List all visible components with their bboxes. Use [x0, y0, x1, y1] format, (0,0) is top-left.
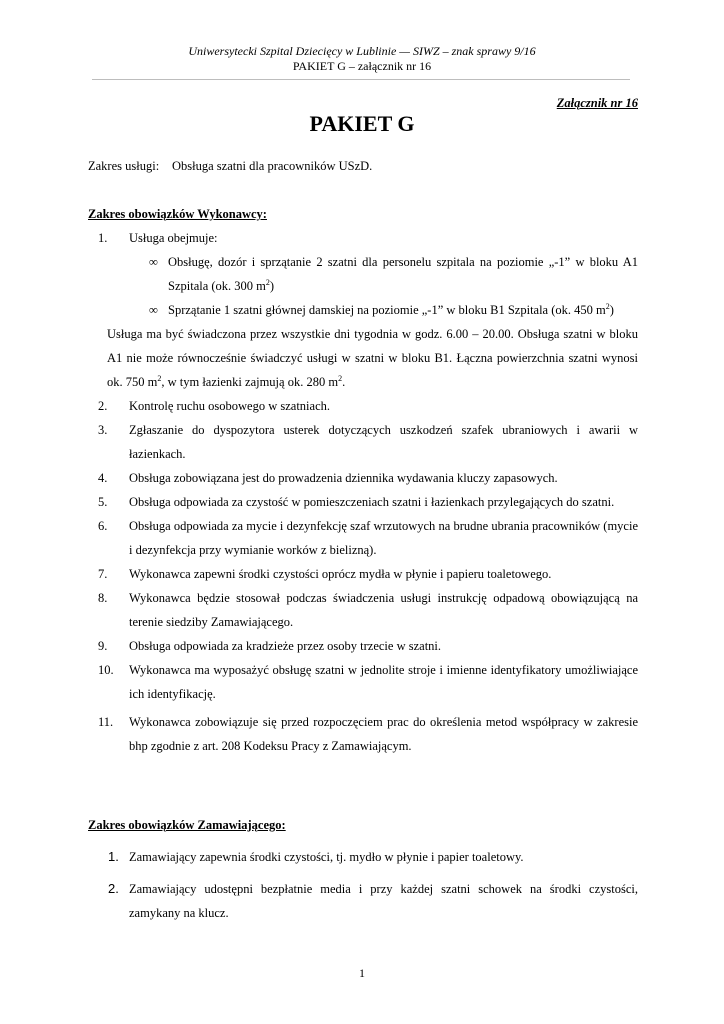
item-number: 1. [108, 849, 119, 864]
item-text: Wykonawca będzie stosował podczas świadczenia usługi instrukcję odpadową obowiązującą na terenie siedziby Zamawiającego. [129, 591, 638, 629]
superscript: 2 [338, 373, 343, 383]
list-item [88, 877, 638, 925]
bullet-text: Sprzątanie 1 szatni głównej damskiej na poziomie „-1” w bloku B1 Szpitala (ok. 450 m [168, 303, 606, 317]
header-divider [92, 79, 630, 80]
item-number: 2. [108, 881, 119, 896]
item-text: Wykonawca zapewni środki czystości oprócz mydła w płynie i papieru toaletowego. [129, 567, 552, 581]
contractor-duties-list [88, 226, 638, 250]
client-heading: Zakres obowiązków Zamawiającego: [88, 818, 286, 832]
item-text: Wykonawca zobowiązuje się przed rozpoczęciem prac do określenia metod współpracy w zakresie bhp zgodnie z art. 208 Kodeksu Pracy z Zamawiającym. [129, 715, 638, 753]
item-number: 2. [98, 399, 108, 413]
item-number: 5. [98, 495, 108, 509]
list-item [88, 845, 638, 869]
contractor-section [88, 202, 638, 758]
superscript: 2 [157, 373, 162, 383]
service-scope-label: Zakres usługi: [88, 159, 160, 173]
item-text: Obsługa odpowiada za czystość w pomieszczeniach szatni i łazienkach przylegających do szatni. [129, 495, 615, 509]
bullet-item [88, 298, 638, 322]
list-item [88, 466, 638, 490]
paragraph-text: Usługa ma być świadczona przez wszystkie dni tygodnia w godz. 6.00 – 20.00. Obsługa szatni w bloku A1 nie może równocześnie świadczyć usługi w szatni w bloku B1. Łączna powierzchnia szatni wynosi ok. 750 m [107, 327, 638, 389]
item-number: 6. [98, 519, 108, 533]
list-item [88, 418, 638, 466]
service-scope [88, 158, 372, 174]
item-number: 8. [98, 591, 108, 605]
item-text: Kontrolę ruchu osobowego w szatniach. [129, 399, 330, 413]
item-number: 1. [98, 231, 108, 245]
list-item [88, 562, 638, 586]
client-section [88, 813, 638, 925]
list-item [88, 634, 638, 658]
superscript: 2 [265, 277, 270, 287]
item-number: 9. [98, 639, 108, 653]
service-hours-paragraph [88, 322, 638, 394]
header-line-2: PAKIET G – załącznik nr 16 [292, 59, 432, 73]
document-title: PAKIET G [309, 111, 415, 136]
client-duties-list [88, 845, 638, 925]
list-item [88, 586, 638, 634]
list-item [88, 226, 638, 250]
superscript: 2 [605, 301, 610, 311]
page-header [0, 44, 724, 74]
contractor-heading: Zakres obowiązków Wykonawcy: [88, 207, 267, 221]
bullet-text: Obsługę, dozór i sprzątanie 2 szatni dla personelu szpitala na poziomie „-1” w bloku A1 Szpitala (ok. 300 m [168, 255, 638, 293]
bullet-tail: ) [609, 303, 614, 317]
list-item [88, 710, 638, 758]
item-number: 11. [98, 715, 114, 729]
item-text: Obsługa odpowiada za mycie i dezynfekcję szaf wrzutowych na brudne ubrania pracowników (mycie i dezynfekcja przy wymianie worków z bielizną). [129, 519, 638, 557]
list-item [88, 658, 638, 706]
item-number: 4. [98, 471, 108, 485]
header-line-1: Uniwersytecki Szpital Dziecięcy w Lublinie — SIWZ – znak sprawy 9/16 [188, 44, 536, 58]
item-text: Obsługa odpowiada za kradzieże przez osoby trzecie w szatni. [129, 639, 442, 653]
item-text: Obsługa zobowiązana jest do prowadzenia dziennika wydawania kluczy zapasowych. [129, 471, 558, 485]
item-text: Wykonawca ma wyposażyć obsługę szatni w jednolite stroje i imienne identyfikatory umożliwiające ich identyfikację. [129, 663, 638, 701]
paragraph-text: , w tym łazienki zajmują ok. 280 m [161, 375, 339, 389]
item-number: 3. [98, 423, 108, 437]
infinity-bullet-icon: ∞ [149, 303, 158, 317]
service-scope-value: Obsługa szatni dla pracowników USzD. [172, 159, 373, 173]
item-number: 7. [98, 567, 108, 581]
annex-label: Załącznik nr 16 [556, 96, 638, 110]
contractor-duties-list-continued [88, 394, 638, 758]
service-bullets [88, 250, 638, 322]
item-number: 10. [98, 663, 114, 677]
item-text: Zgłaszanie do dyspozytora usterek dotyczących uszkodzeń szafek ubraniowych i awarii w łazienkach. [129, 423, 638, 461]
page-number: 1 [359, 966, 365, 980]
item-text: Zamawiający zapewnia środki czystości, tj. mydło w płynie i papier toaletowy. [129, 850, 524, 864]
bullet-tail: ) [269, 279, 275, 293]
bullet-item [88, 250, 638, 298]
item-text: Zamawiający udostępni bezpłatnie media i przy każdej szatni schowek na środki czystości, zamykany na klucz. [129, 882, 638, 920]
list-item [88, 490, 638, 514]
list-item [88, 394, 638, 418]
list-item [88, 514, 638, 562]
paragraph-text: . [342, 375, 346, 389]
infinity-bullet-icon: ∞ [149, 255, 158, 269]
item-text: Usługa obejmuje: [129, 231, 218, 245]
